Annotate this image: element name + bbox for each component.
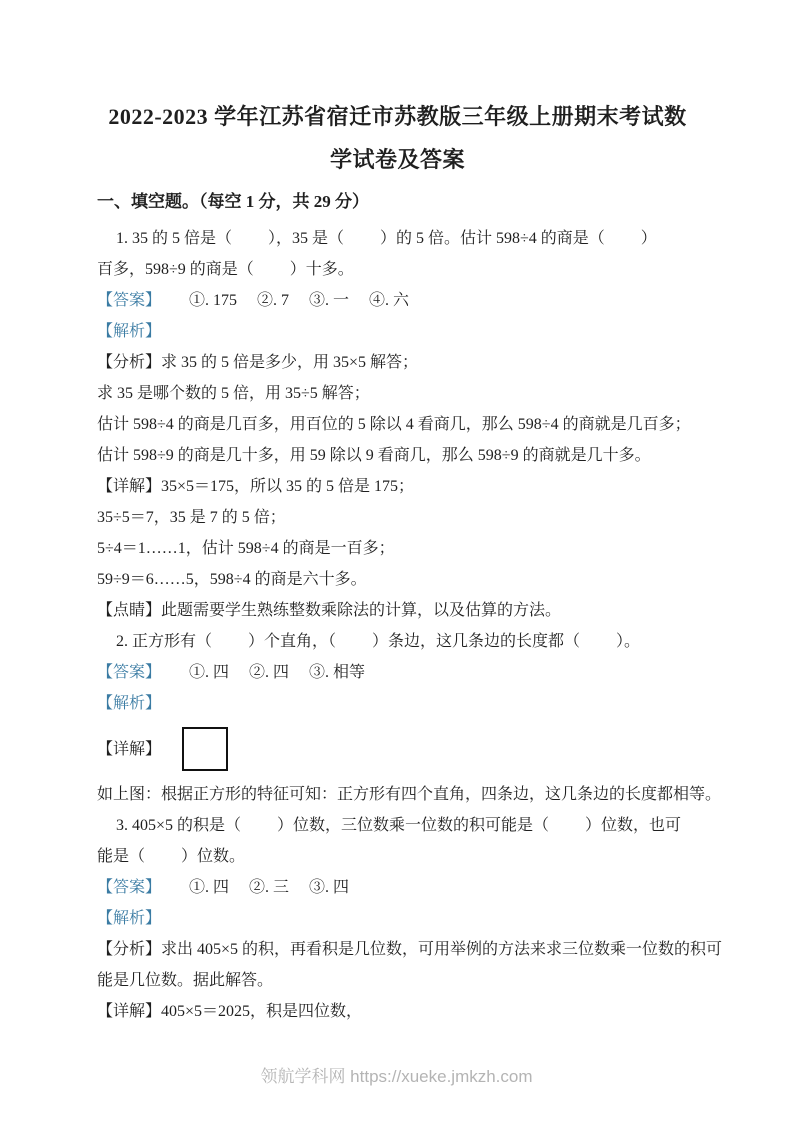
text-line xyxy=(97,595,698,626)
detail-label: 【详解】 xyxy=(97,740,162,758)
line-text: 【分析】求 35 的 5 倍是多少，用 35×5 解答； xyxy=(97,354,419,371)
line-text: ①. 175 ②. 7 ③. 一 ④. 六 xyxy=(161,292,410,309)
question-line xyxy=(97,810,698,841)
text-line xyxy=(97,378,698,409)
answer-label: 【答案】 xyxy=(97,292,162,309)
question-line xyxy=(97,626,698,657)
text-line xyxy=(97,440,698,471)
line-text: 3. 405×5 的积是（ ）位数，三位数乘一位数的积可能是（ ）位数，也可 xyxy=(116,817,682,834)
text-line xyxy=(97,564,698,595)
text-line xyxy=(97,779,722,810)
title-line-2: 学试卷及答案 xyxy=(329,147,465,172)
text-line xyxy=(97,502,698,533)
section-heading: 一、填空题。（每空 1 分，共 29 分） xyxy=(97,192,369,211)
detail-figure-line xyxy=(97,719,698,779)
line-text: 估计 598÷4 的商是几百多，用百位的 5 除以 4 看商几，那么 598÷4 的商就是几百多； xyxy=(97,416,691,433)
text-line xyxy=(97,347,698,378)
text-line xyxy=(97,254,698,285)
line-text: 2. 正方形有（ ）个直角，（ ）条边，这几条边的长度都（ ）。 xyxy=(116,633,641,650)
line-text: 59÷9＝6……5，598÷4 的商是六十多。 xyxy=(97,571,367,588)
analysis-label: 【解析】 xyxy=(97,323,162,340)
line-text: ①. 四 ②. 四 ③. 相等 xyxy=(161,664,366,681)
answer-label: 【答案】 xyxy=(97,879,162,896)
watermark-footer: 领航学科网 https://xueke.jmkzh.com xyxy=(260,1067,533,1086)
title-line-1: 2022-2023 学年江苏省宿迁市苏教版三年级上册期末考试数 xyxy=(108,104,687,129)
analysis-label: 【解析】 xyxy=(97,910,162,927)
analysis-line xyxy=(97,688,698,719)
line-text: 5÷4＝1……1，估计 598÷4 的商是一百多； xyxy=(97,540,395,557)
line-text: 【详解】405×5＝2025，积是四位数， xyxy=(97,1003,363,1020)
text-line xyxy=(97,409,698,440)
line-text: ①. 四 ②. 三 ③. 四 xyxy=(161,879,350,896)
analysis-label: 【解析】 xyxy=(97,695,162,712)
line-text: 【点睛】此题需要学生熟练整数乘除法的计算，以及估算的方法。 xyxy=(97,602,562,619)
analysis-line xyxy=(97,903,698,934)
document-body xyxy=(97,223,723,1027)
line-text: 如上图：根据正方形的特征可知：正方形有四个直角，四条边，这几条边的长度都相等。 xyxy=(97,786,722,803)
text-line xyxy=(97,841,698,872)
square-figure xyxy=(182,727,228,771)
line-text: 【分析】求出 405×5 的积，再看积是几位数，可用举例的方法来求三位数乘一位数的积可 xyxy=(97,941,723,958)
text-line xyxy=(97,934,723,965)
line-text: 求 35 是哪个数的 5 倍，用 35÷5 解答； xyxy=(97,385,370,402)
text-line xyxy=(97,965,698,996)
line-text: 估计 598÷9 的商是几十多，用 59 除以 9 看商几，那么 598÷9 的商就是几十多。 xyxy=(97,447,651,464)
question-line xyxy=(97,223,698,254)
line-text: 1. 35 的 5 倍是（ ），35 是（ ）的 5 倍。估计 598÷4 的商是（ ） xyxy=(116,230,657,247)
line-text: 35÷5＝7，35 是 7 的 5 倍； xyxy=(97,509,286,526)
text-line xyxy=(97,533,698,564)
line-text: 能是几位数。据此解答。 xyxy=(97,972,274,989)
document-content xyxy=(97,95,723,1027)
answer-label: 【答案】 xyxy=(97,664,162,681)
document-title xyxy=(97,95,698,181)
text-line xyxy=(97,471,698,502)
text-line xyxy=(97,996,698,1027)
line-text: 【详解】35×5＝175，所以 35 的 5 倍是 175； xyxy=(97,478,415,495)
analysis-line xyxy=(97,316,698,347)
line-text: 能是（ ）位数。 xyxy=(97,848,246,865)
answer-line xyxy=(97,657,698,688)
line-text: 百多，598÷9 的商是（ ）十多。 xyxy=(97,261,354,278)
answer-line xyxy=(97,285,698,316)
answer-line xyxy=(97,872,698,903)
